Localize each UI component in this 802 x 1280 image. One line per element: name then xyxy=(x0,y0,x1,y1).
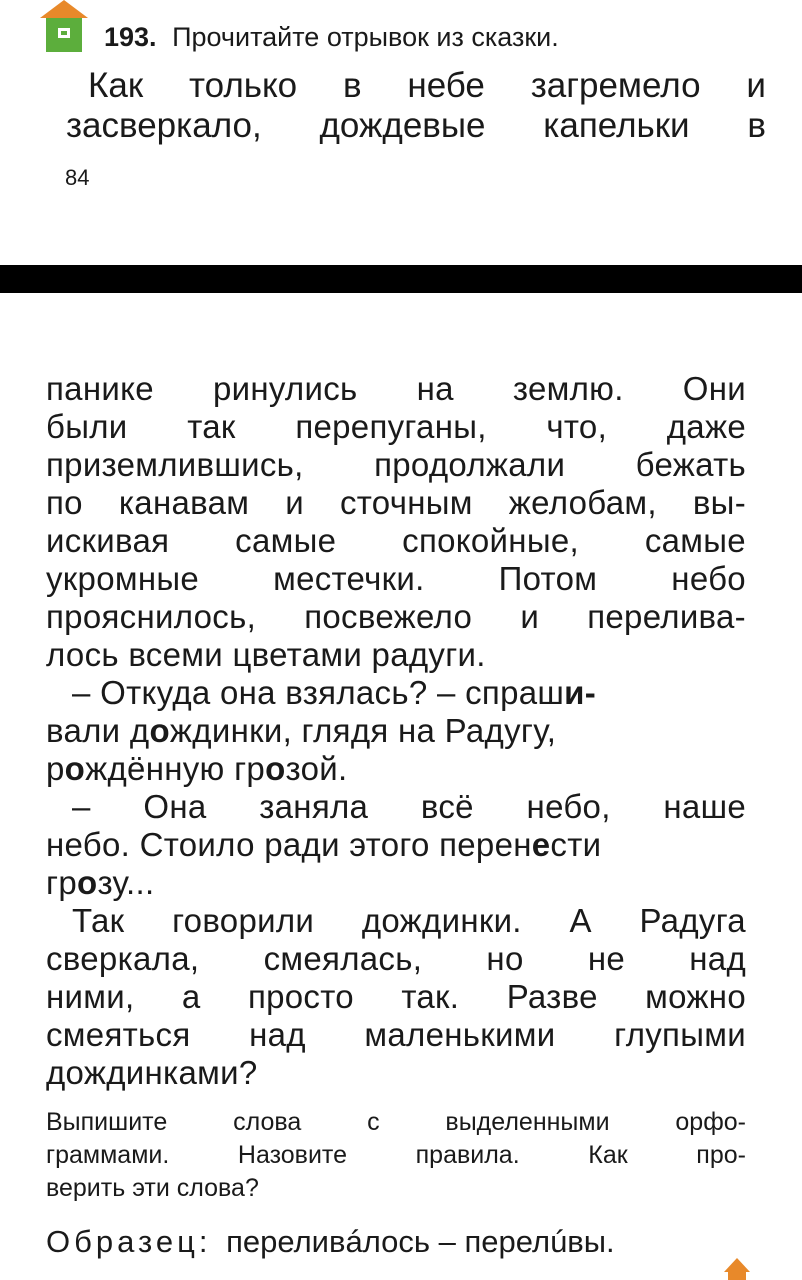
word: дождевые xyxy=(319,106,486,145)
dialogue-line: небо. Стоило ради этого перенести xyxy=(46,826,602,863)
story-line: смеяться над маленькими глупыми xyxy=(46,1016,746,1053)
sample-label: Образец: xyxy=(46,1224,212,1259)
highlighted-letter: о xyxy=(149,712,170,749)
word: загремело xyxy=(530,66,701,105)
story-line: лось всеми цветами радуги. xyxy=(46,636,486,673)
task-line: верить эти слова? xyxy=(46,1174,259,1202)
word: в xyxy=(747,106,766,145)
house-icon xyxy=(722,1258,752,1280)
story-line: искивая самые спокойные, самые xyxy=(46,522,746,559)
exercise-instruction: Прочитайте отрывок из сказки. xyxy=(172,22,559,52)
story-line: укромные местечки. Потом небо xyxy=(46,560,746,597)
story-line: по канавам и сточным желобам, вы- xyxy=(46,484,746,521)
story-line: сверкала, смеялась, но не над xyxy=(46,940,746,977)
word: небе xyxy=(407,66,485,105)
task-line: граммами. Назовите правила. Как про- xyxy=(46,1141,746,1169)
story-line: дождинками? xyxy=(46,1054,258,1091)
task-line: Выпишите слова с выделенными орфо- xyxy=(46,1108,746,1136)
dialogue-line: вали дождинки, глядя на Радугу, xyxy=(46,712,557,749)
story-line: ними, а просто так. Разве можно xyxy=(46,978,746,1015)
word: в xyxy=(342,66,362,105)
page-divider xyxy=(0,265,802,293)
highlighted-letter: о xyxy=(77,864,98,901)
dialogue-line: – Она заняла всё небо, наше xyxy=(72,788,746,825)
story-line: панике ринулись на землю. Они xyxy=(46,370,746,407)
word: и xyxy=(746,66,766,105)
highlighted-letter: о xyxy=(64,750,86,787)
sample-line xyxy=(46,1224,615,1260)
exercise-header xyxy=(104,22,559,53)
dialogue-line: – Откуда она взялась? – спраши- xyxy=(72,674,597,711)
word: капельки xyxy=(543,106,690,145)
page-number: 84 xyxy=(65,165,90,190)
word: Как xyxy=(88,66,144,105)
word: засверкало, xyxy=(66,106,262,145)
story-line xyxy=(66,106,766,146)
previous-page-fragment xyxy=(0,0,802,265)
highlighted-letter: и xyxy=(564,674,585,711)
story-line xyxy=(88,66,766,106)
sample-text: переливáлось – перелúвы. xyxy=(226,1224,615,1259)
story-line: были так перепуганы, что, даже xyxy=(46,408,746,445)
highlighted-letter: е xyxy=(531,826,551,863)
highlighted-letter: о xyxy=(265,750,286,787)
exercise-number: 193. xyxy=(104,22,157,52)
word: только xyxy=(188,66,298,105)
story-line: Так говорили дождинки. А Радуга xyxy=(72,902,746,939)
story-line: прояснилось, посвежело и перелива- xyxy=(46,598,746,635)
dialogue-line: грозу... xyxy=(46,864,155,901)
story-line: приземлившись, продолжали бежать xyxy=(46,446,746,483)
house-icon xyxy=(36,0,92,52)
dialogue-line: рождённую грозой. xyxy=(46,750,348,787)
